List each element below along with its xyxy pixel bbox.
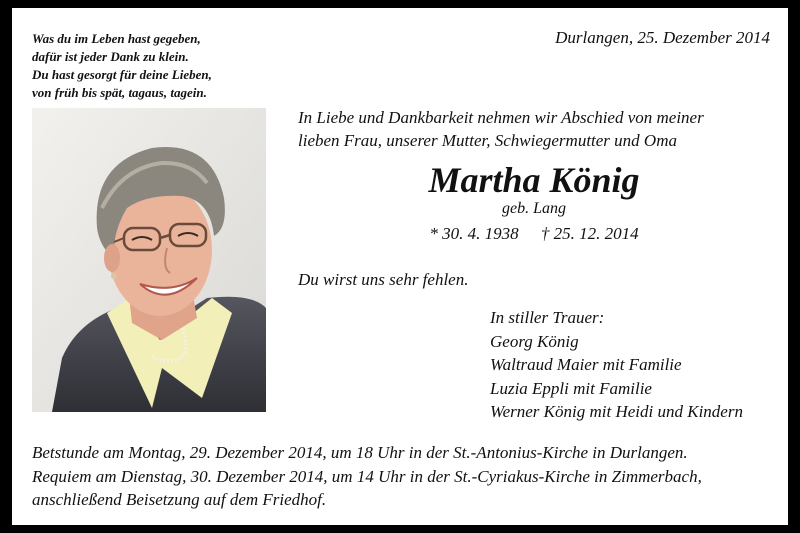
mourner-name: Georg König	[490, 331, 579, 351]
poem-line: Was du im Leben hast gegeben,	[32, 31, 201, 46]
place-date: Durlangen, 25. Dezember 2014	[555, 28, 770, 47]
life-dates	[298, 224, 770, 244]
mourner-name: Luzia Eppli mit Familie	[490, 378, 652, 398]
mourner-name: Waltraud Maier mit Familie	[490, 355, 682, 374]
service-line: anschließend Beisetzung auf dem Friedhof.	[32, 490, 327, 509]
mourners-list	[490, 306, 743, 424]
death-date: † 25. 12. 2014	[540, 224, 639, 243]
service-details	[32, 441, 770, 512]
deceased-name: Martha König	[428, 160, 640, 200]
service-line: Requiem am Dienstag, 30. Dezember 2014, um 14 Uhr in der St.-Cyriakus-Kirche in Zimmerbach,	[32, 466, 702, 486]
mourner-name: Werner König mit Heidi und Kindern	[490, 402, 743, 421]
intro-line: In Liebe und Dankbarkeit nehmen wir Abschied von meiner	[298, 108, 704, 127]
intro-line: lieben Frau, unserer Mutter, Schwiegermutter und Oma	[298, 131, 677, 150]
obituary-card	[12, 8, 788, 525]
portrait-illustration	[32, 108, 266, 412]
memorial-poem	[32, 30, 292, 102]
intro-text	[298, 106, 770, 152]
farewell-line: Du wirst uns sehr fehlen.	[298, 270, 469, 289]
birth-date: * 30. 4. 1938	[429, 224, 519, 243]
mourners-heading: In stiller Trauer:	[490, 308, 605, 327]
poem-line: dafür ist jeder Dank zu klein.	[32, 49, 189, 64]
maiden-name: geb. Lang	[502, 200, 566, 217]
service-line: Betstunde am Montag, 29. Dezember 2014, um 18 Uhr in der St.-Antonius-Kirche in Durlangen.	[32, 443, 688, 462]
poem-line: von früh bis spät, tagaus, tagein.	[32, 85, 207, 100]
portrait-photo	[32, 108, 266, 412]
poem-line: Du hast gesorgt für deine Lieben,	[32, 67, 212, 82]
